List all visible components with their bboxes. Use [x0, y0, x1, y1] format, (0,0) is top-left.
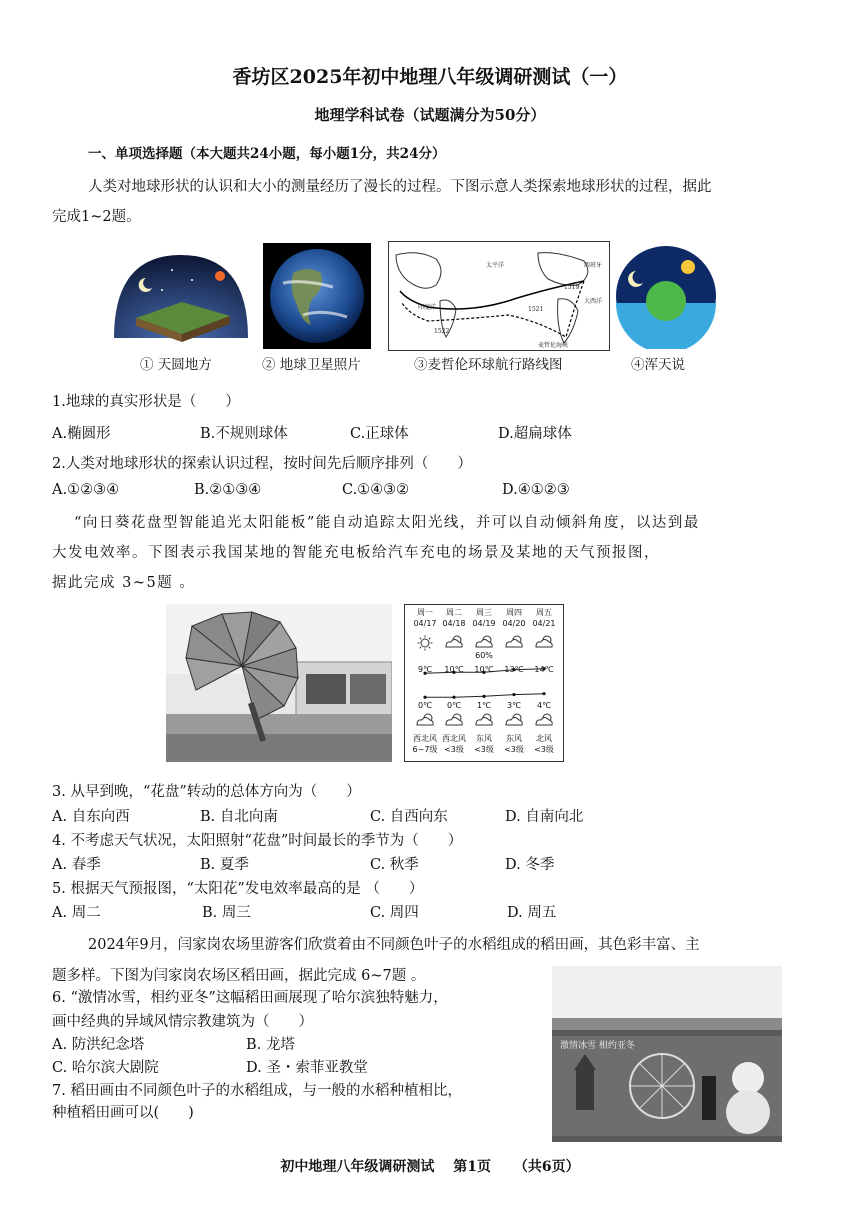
caption-2: ② 地球卫星照片 [262, 357, 361, 373]
q2-option-d: D.④①②③ [502, 482, 570, 498]
passage-2-line-3: 据此完成 3~5题 。 [52, 575, 196, 591]
q5-option-c: C. 周四 [370, 905, 419, 921]
q2-option-a: A.①②③④ [52, 482, 120, 498]
heaven-round-earth-square-figure [112, 250, 250, 345]
earth-sphere-icon [646, 281, 686, 321]
q1-option-b: B.不规则球体 [200, 426, 288, 442]
q3-option-c: C. 自西向东 [370, 809, 448, 825]
q5-option-b: B. 周三 [202, 905, 251, 921]
q4-option-b: B. 夏季 [200, 857, 249, 873]
q6-option-a: A. 防洪纪念塔 [52, 1037, 145, 1053]
forecast-night-icon-3 [476, 714, 492, 725]
map-label-pacific: 太平洋 [486, 262, 505, 269]
exam-subtitle: 地理学科试卷（试题满分为50分） [314, 106, 546, 124]
q6-option-c: C. 哈尔滨大剧院 [52, 1060, 159, 1076]
rice-field-painting-photo [552, 966, 782, 1142]
map-label-year-1519: 1519 [564, 284, 580, 291]
q6-option-d: D. 圣・索菲亚教堂 [246, 1060, 368, 1076]
low-temp-point-5 [542, 692, 545, 695]
question-7-stem-line-2: 种植稻田画可以( ) [52, 1105, 194, 1121]
passage-1 [52, 172, 812, 232]
forecast-date-1: 04/17 [413, 619, 437, 628]
question-5-stem: 5. 根据天气预报图，“太阳花”发电效率最高的是 （ ） [52, 881, 424, 897]
forecast-weather-icon-2 [446, 636, 462, 647]
forecast-night-icon-1 [417, 714, 433, 725]
church-icon [576, 1070, 594, 1110]
passage-3-line-2: 题多样。下图为闫家岗农场区稻田画，据此完成 6~7题 。 [52, 968, 426, 984]
map-label-year-1522: 1522 [434, 328, 450, 335]
forecast-date-5: 04/21 [532, 619, 556, 628]
forecast-day-1: 周一 [417, 608, 433, 617]
low-temp-point-1 [423, 696, 426, 699]
footer-exam-name: 初中地理八年级调研测试 [280, 1159, 435, 1175]
low-temp-point-4 [512, 693, 515, 696]
forecast-weather-icon-5 [536, 636, 552, 647]
passage-1-line-1: 人类对地球形状的认识和大小的测量经历了漫长的过程。下图示意人类探索地球形状的过程，据此 [88, 179, 712, 195]
footer-page-number: 第1页 [453, 1159, 491, 1175]
question-3-stem: 3. 从早到晚，“花盘”转动的总体方向为（ ） [52, 784, 361, 800]
forecast-wind-level-2: <3级 [444, 745, 464, 754]
forecast-weather-icon-1 [418, 636, 433, 651]
map-label-indian: 印度洋 [418, 304, 437, 311]
forecast-wind-dir-2: 西北风 [442, 734, 466, 743]
map-label-spain: 西班牙 [584, 262, 603, 269]
passage-3-line-1: 2024年9月，闫家岗农场里游客们欣赏着由不同颜色叶子的水稻组成的稻田画，其色彩丰富、主 [88, 937, 700, 953]
rice-field-banner: 激情冰雪 相约亚冬 [560, 1041, 635, 1051]
forecast-low-2: 0℃ [446, 701, 462, 710]
snowman-icon [732, 1062, 764, 1094]
question-1-stem: 1.地球的真实形状是（ ） [52, 394, 240, 410]
question-2-stem: 2.人类对地球形状的探索认识过程，按时间先后顺序排列（ ） [52, 456, 472, 472]
caption-1: ① 天圆地方 [140, 357, 212, 373]
forecast-wind-level-1: 6~7级 [412, 745, 438, 754]
forecast-wind-dir-1: 西北风 [413, 734, 437, 743]
forecast-day-4: 周四 [506, 608, 522, 617]
q6-option-b: B. 龙塔 [246, 1037, 295, 1053]
q2-option-c: C.①④③② [342, 482, 410, 498]
weather-forecast-panel [404, 604, 564, 762]
forecast-high-3: 10℃ [474, 665, 494, 674]
solar-flower-photo [166, 604, 392, 762]
forecast-weather-icon-3 [476, 636, 492, 647]
forecast-night-icon-4 [506, 714, 522, 725]
forecast-high-1: 9℃ [417, 665, 433, 674]
page-footer [0, 1156, 860, 1176]
passage-2-line-1: “向日葵花盘型智能追光太阳能板”能自动追踪太阳光线，并可以自动倾斜角度，以达到最 [74, 515, 700, 531]
question-6-stem-line-1: 6. “激情冰雪，相约亚冬”这幅稻田画展现了哈尔滨独特魅力， [52, 990, 448, 1006]
forecast-low-5: 4℃ [536, 701, 552, 710]
forecast-wind-dir-4: 东风 [506, 734, 522, 743]
forecast-wind-dir-5: 北风 [536, 734, 552, 743]
forecast-high-4: 13℃ [504, 665, 524, 674]
forecast-high-2: 10℃ [444, 665, 464, 674]
forecast-wind-level-4: <3级 [504, 745, 524, 754]
q5-option-d: D. 周五 [507, 905, 557, 921]
satellite-earth-photo [263, 243, 371, 349]
q3-option-a: A. 自东向西 [52, 809, 130, 825]
huntian-theory-figure [614, 243, 718, 349]
passage-1-line-2: 完成1~2题。 [52, 209, 141, 225]
forecast-night-icon-2 [446, 714, 462, 725]
map-label-strait: 麦哲伦海峡 [538, 342, 569, 349]
forecast-night-icon-5 [536, 714, 552, 725]
forecast-date-4: 04/20 [502, 619, 526, 628]
q2-option-b: B.②①③④ [194, 482, 262, 498]
forecast-precip-3: 60% [475, 651, 493, 660]
q5-option-a: A. 周二 [52, 905, 101, 921]
q4-option-a: A. 春季 [52, 857, 101, 873]
forecast-day-3: 周三 [476, 608, 492, 617]
caption-3: ③麦哲伦环球航行路线图 [414, 357, 563, 373]
q3-option-d: D. 自南向北 [505, 809, 584, 825]
magellan-route-map [388, 241, 610, 351]
q4-option-c: C. 秋季 [370, 857, 419, 873]
forecast-low-4: 3℃ [506, 701, 522, 710]
forecast-wind-level-3: <3级 [474, 745, 494, 754]
forecast-wind-dir-3: 东风 [476, 734, 492, 743]
q1-option-a: A.椭圆形 [52, 426, 111, 442]
q4-option-d: D. 冬季 [505, 857, 555, 873]
map-label-atlantic: 大西洋 [584, 298, 603, 305]
forecast-high-5: 14℃ [534, 665, 554, 674]
q1-option-d: D.超扁球体 [498, 426, 572, 442]
caption-4: ④浑天说 [631, 357, 685, 373]
sun-icon [215, 271, 225, 281]
passage-2 [52, 508, 822, 598]
sun-icon [681, 260, 695, 274]
low-temp-point-3 [482, 695, 485, 698]
map-label-year-1521: 1521 [528, 306, 544, 313]
question-7-stem-line-1: 7. 稻田画由不同颜色叶子的水稻组成，与一般的水稻种植相比， [52, 1083, 462, 1099]
low-temp-point-2 [452, 696, 455, 699]
forecast-date-3: 04/19 [472, 619, 496, 628]
forecast-date-2: 04/18 [442, 619, 466, 628]
question-4-stem: 4. 不考虑天气状况，太阳照射“花盘”时间最长的季节为（ ） [52, 833, 463, 849]
section-heading: 一、单项选择题（本大题共24小题，每小题1分，共24分） [88, 146, 446, 162]
forecast-low-3: 1℃ [476, 701, 492, 710]
question-6-stem-line-2: 画中经典的异域风情宗教建筑为（ ） [52, 1014, 313, 1030]
forecast-day-5: 周五 [536, 608, 552, 617]
q3-option-b: B. 自北向南 [200, 809, 278, 825]
forecast-low-1: 0℃ [417, 701, 433, 710]
forecast-day-2: 周二 [446, 608, 462, 617]
forecast-wind-level-5: <3级 [534, 745, 554, 754]
exam-title: 香坊区2025年初中地理八年级调研测试（一） [232, 66, 628, 88]
forecast-weather-icon-4 [506, 636, 522, 647]
passage-2-line-2: 大发电效率。下图表示我国某地的智能充电板给汽车充电的场景及某地的天气预报图， [52, 545, 660, 561]
figure-icon [702, 1076, 716, 1120]
q1-option-c: C.正球体 [350, 426, 409, 442]
footer-page-total: （共6页） [513, 1159, 580, 1175]
